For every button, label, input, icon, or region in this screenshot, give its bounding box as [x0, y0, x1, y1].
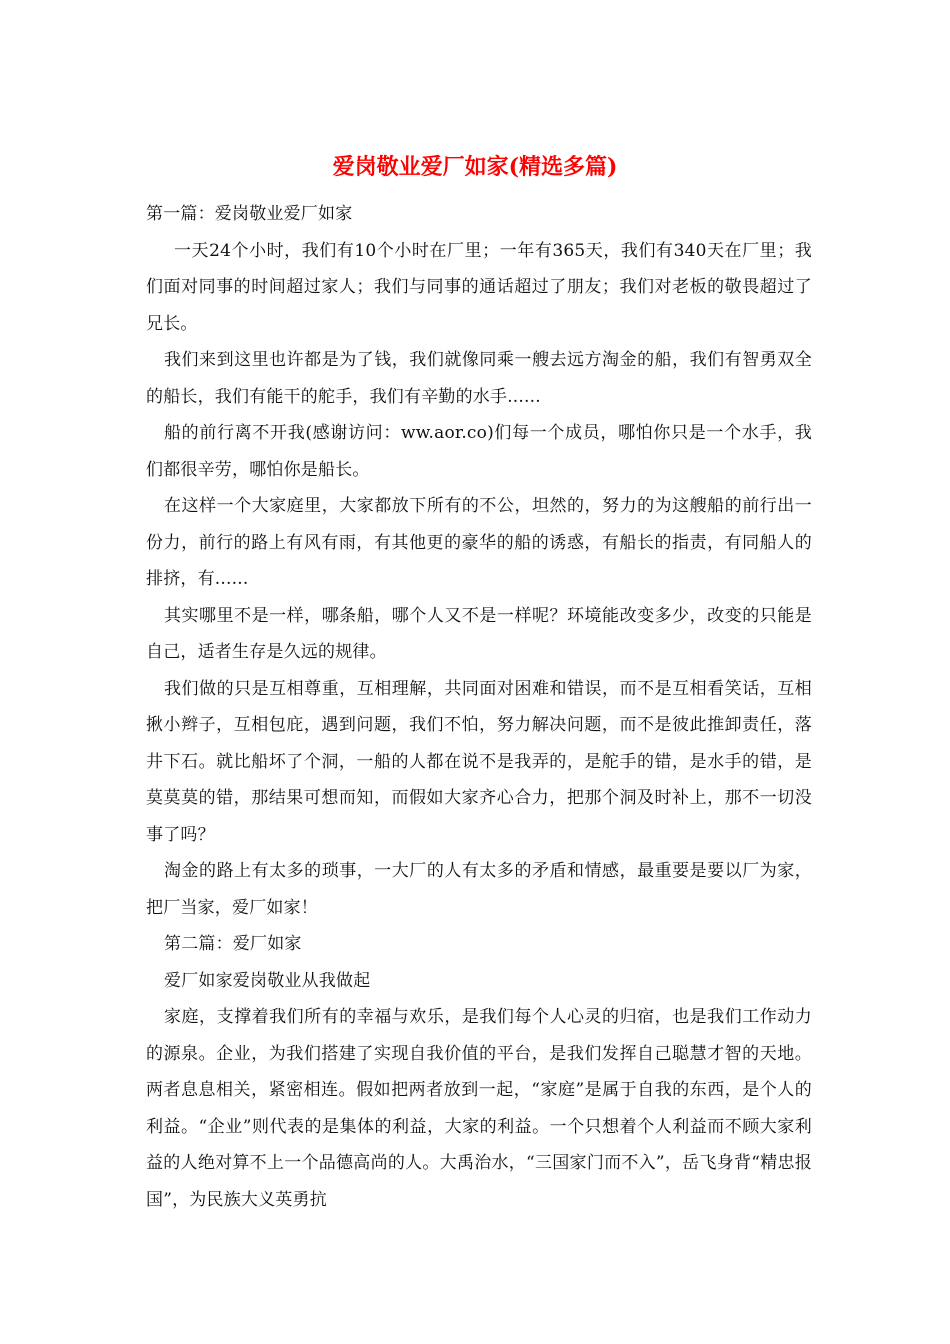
document-body [146, 196, 812, 1218]
section-heading-2: 第二篇：爱厂如家 [164, 934, 302, 954]
subheading: 爱厂如家爱岗敬业从我做起 [164, 970, 371, 991]
paragraph: 船的前行离不开我(感谢访问：ww.aor.co)们每一个成员，哪怕你只是一个水手，我们都很辛劳，哪怕你是船长。 [146, 423, 812, 480]
paragraph: 在这样一个大家庭里，大家都放下所有的不公，坦然的，努力的为这艘船的前行出一份力，前行的路上有风有雨，有其他更的豪华的船的诱惑，有船长的指责，有同船人的排挤，有...... [146, 496, 812, 589]
paragraph: 一天24个小时，我们有10个小时在厂里；一年有365天，我们有340天在厂里；我们面对同事的时间超过家人；我们与同事的通话超过了朋友；我们对老板的敬畏超过了兄长。 [146, 240, 812, 334]
section-heading-1: 第一篇：爱岗敬业爱厂如家 [146, 204, 353, 224]
paragraph: 我们做的只是互相尊重，互相理解，共同面对困难和错误，而不是互相看笑话，互相揪小辫子，互相包庇，遇到问题，我们不怕，努力解决问题，而不是彼此推卸责任，落井下石。就比船坏了个洞，一船的人都在说不是我弄的，是舵手的错，是水手的错，是莫莫莫的错，那结果可想而知，而假如大家齐心合力，把那个洞及时补上，那不一切没事了吗？ [146, 678, 812, 845]
paragraph: 我们来到这里也许都是为了钱，我们就像同乘一艘去远方淘金的船，我们有智勇双全的船长，我们有能干的舵手，我们有辛勤的水手...... [146, 350, 812, 407]
paragraph: 淘金的路上有太多的琐事，一大厂的人有太多的矛盾和情感，最重要是要以厂为家，把厂当家，爱厂如家！ [146, 861, 812, 918]
document-title: 爱岗敬业爱厂如家(精选多篇) [332, 154, 618, 180]
paragraph: 家庭，支撑着我们所有的幸福与欢乐，是我们每个人心灵的归宿，也是我们工作动力的源泉。企业，为我们搭建了实现自我价值的平台，是我们发挥自己聪慧才智的天地。两者息息相关，紧密相连。假如把两者放到一起，“家庭”是属于自我的东西，是个人的利益。“企业”则代表的是集体的利益，大家的利益。一个只想着个人利益而不顾大家利益的人绝对算不上一个品德高尚的人。大禹治水，“三国家门而不入”，岳飞身背“精忠报国”，为民族大义英勇抗 [146, 1007, 812, 1210]
paragraph: 其实哪里不是一样，哪条船，哪个人又不是一样呢？环境能改变多少，改变的只能是自己，适者生存是久远的规律。 [146, 605, 812, 662]
